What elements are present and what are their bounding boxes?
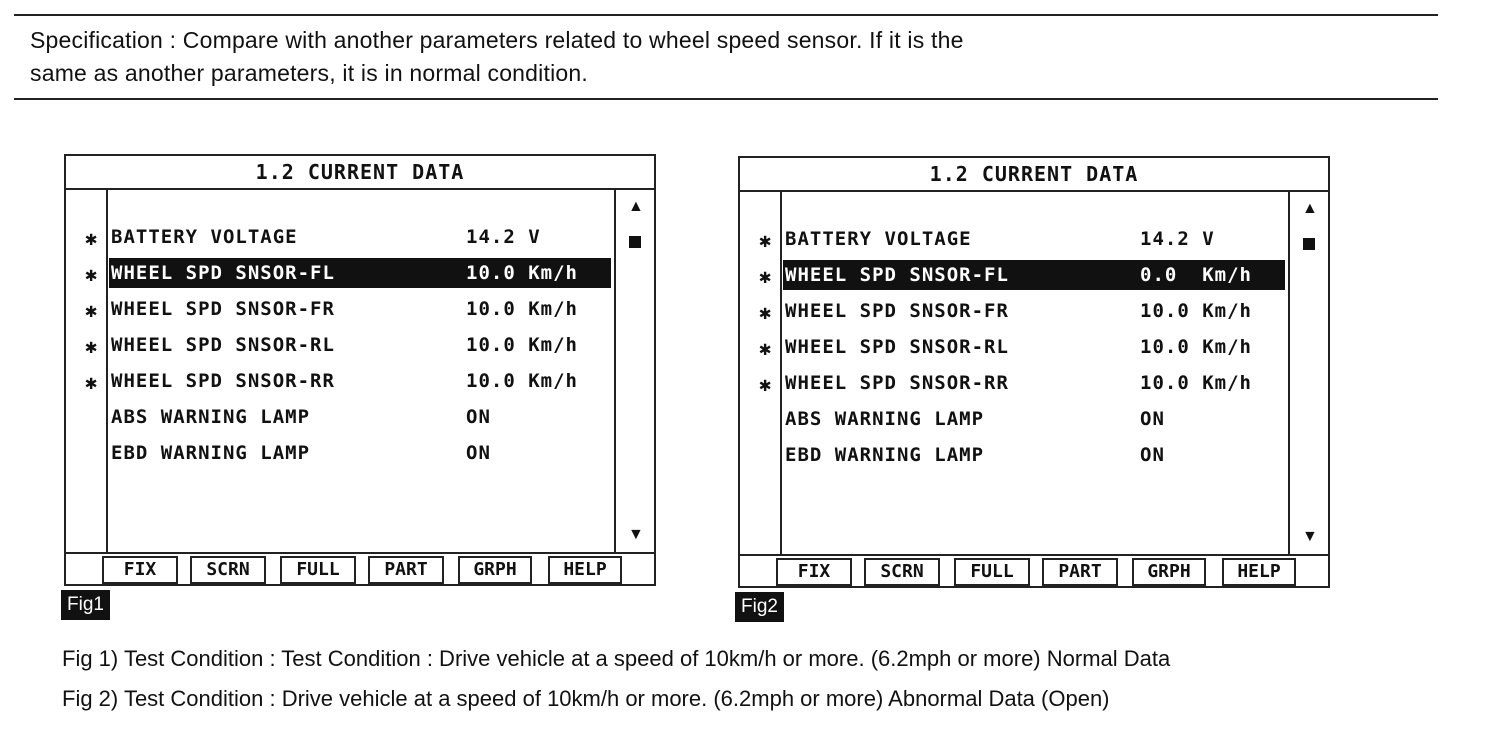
parameter-value: 10.0 Km/h	[1140, 372, 1252, 394]
data-row[interactable]	[740, 260, 1328, 292]
parameter-name: WHEEL SPD SNSOR-FR	[785, 300, 1009, 322]
parameter-name: ABS WARNING LAMP	[785, 408, 985, 430]
row-marker-icon: ✱	[84, 370, 98, 394]
parameter-name: WHEEL SPD SNSOR-RL	[111, 334, 335, 356]
softkey-grph[interactable]: GRPH	[1132, 558, 1206, 586]
parameter-name: WHEEL SPD SNSOR-RL	[785, 336, 1009, 358]
row-marker-icon: ✱	[758, 264, 772, 288]
caption-fig1: Fig 1) Test Condition : Test Condition : Drive vehicle at a speed of 10km/h or more. (6.2mph or more) Normal Data	[62, 646, 1171, 671]
parameter-value: 10.0 Km/h	[466, 262, 578, 284]
title-divider	[740, 190, 1328, 192]
parameter-name: WHEEL SPD SNSOR-FL	[111, 262, 335, 284]
scan-tool-screen-fig2	[738, 156, 1330, 588]
parameter-value: 0.0 Km/h	[1140, 264, 1252, 286]
row-marker-icon: ✱	[84, 226, 98, 250]
parameter-value: 10.0 Km/h	[1140, 336, 1252, 358]
parameter-name: ABS WARNING LAMP	[111, 406, 311, 428]
spec-line-2: same as another parameters, it is in normal condition.	[30, 60, 588, 86]
parameter-value: 10.0 Km/h	[1140, 300, 1252, 322]
row-marker-icon: ✱	[84, 298, 98, 322]
screen-title: 1.2 CURRENT DATA	[255, 160, 465, 184]
softkey-grph[interactable]: GRPH	[458, 556, 532, 584]
data-row[interactable]	[66, 366, 654, 398]
softkey-fix[interactable]: FIX	[102, 556, 178, 584]
data-row[interactable]	[740, 332, 1328, 364]
softkey-full[interactable]: FULL	[280, 556, 356, 584]
data-row[interactable]	[66, 402, 654, 434]
row-marker-icon: ✱	[758, 228, 772, 252]
softkey-help[interactable]: HELP	[548, 556, 622, 584]
softkey-part[interactable]: PART	[368, 556, 444, 584]
parameter-value: 14.2 V	[1140, 228, 1215, 250]
parameter-name: WHEEL SPD SNSOR-FR	[111, 298, 335, 320]
row-marker-icon: ✱	[758, 300, 772, 324]
scan-tool-screen-fig1	[64, 154, 656, 586]
softkey-full[interactable]: FULL	[954, 558, 1030, 586]
parameter-value: 10.0 Km/h	[466, 334, 578, 356]
data-row[interactable]	[66, 222, 654, 254]
parameter-name: WHEEL SPD SNSOR-RR	[785, 372, 1009, 394]
data-row[interactable]	[66, 294, 654, 326]
row-marker-icon: ✱	[758, 372, 772, 396]
parameter-name: EBD WARNING LAMP	[111, 442, 311, 464]
softkey-bar	[102, 554, 622, 584]
softkey-bar	[776, 556, 1296, 586]
parameter-value: ON	[1140, 444, 1165, 466]
softkey-scrn[interactable]: SCRN	[190, 556, 266, 584]
scroll-up-arrow-icon[interactable]: ▲	[628, 198, 644, 215]
softkey-part[interactable]: PART	[1042, 558, 1118, 586]
data-row[interactable]	[66, 330, 654, 362]
data-row[interactable]	[740, 368, 1328, 400]
scroll-up-arrow-icon[interactable]: ▲	[1302, 200, 1318, 217]
softkey-help[interactable]: HELP	[1222, 558, 1296, 586]
row-marker-icon: ✱	[84, 334, 98, 358]
parameter-name: WHEEL SPD SNSOR-FL	[785, 264, 1009, 286]
row-marker-icon: ✱	[758, 336, 772, 360]
data-row[interactable]	[66, 438, 654, 470]
softkey-scrn[interactable]: SCRN	[864, 558, 940, 586]
parameter-name: EBD WARNING LAMP	[785, 444, 985, 466]
data-row[interactable]	[740, 224, 1328, 256]
softkey-fix[interactable]: FIX	[776, 558, 852, 586]
title-divider	[66, 188, 654, 190]
fig2-label: Fig2	[735, 592, 784, 622]
parameter-value: ON	[466, 442, 491, 464]
parameter-name: BATTERY VOLTAGE	[111, 226, 298, 248]
parameter-name: BATTERY VOLTAGE	[785, 228, 972, 250]
row-marker-icon: ✱	[84, 262, 98, 286]
specification-text	[30, 24, 1390, 90]
scroll-down-arrow-icon[interactable]: ▼	[1302, 528, 1318, 545]
parameter-value: ON	[466, 406, 491, 428]
scroll-down-arrow-icon[interactable]: ▼	[628, 526, 644, 543]
spec-line-1: Specification : Compare with another parameters related to wheel speed sensor. If it is the	[30, 27, 964, 53]
fig1-label: Fig1	[61, 590, 110, 620]
parameter-value: 14.2 V	[466, 226, 541, 248]
parameter-value: 10.0 Km/h	[466, 370, 578, 392]
parameter-value: ON	[1140, 408, 1165, 430]
data-row[interactable]	[66, 258, 654, 290]
caption-fig2: Fig 2) Test Condition : Drive vehicle at a speed of 10km/h or more. (6.2mph or more) Abnormal Data (Open)	[62, 686, 1110, 711]
data-row[interactable]	[740, 296, 1328, 328]
parameter-name: WHEEL SPD SNSOR-RR	[111, 370, 335, 392]
bottom-rule	[14, 98, 1438, 100]
screen-title: 1.2 CURRENT DATA	[929, 162, 1139, 186]
data-row[interactable]	[740, 440, 1328, 472]
top-rule	[14, 14, 1438, 16]
parameter-value: 10.0 Km/h	[466, 298, 578, 320]
data-row[interactable]	[740, 404, 1328, 436]
